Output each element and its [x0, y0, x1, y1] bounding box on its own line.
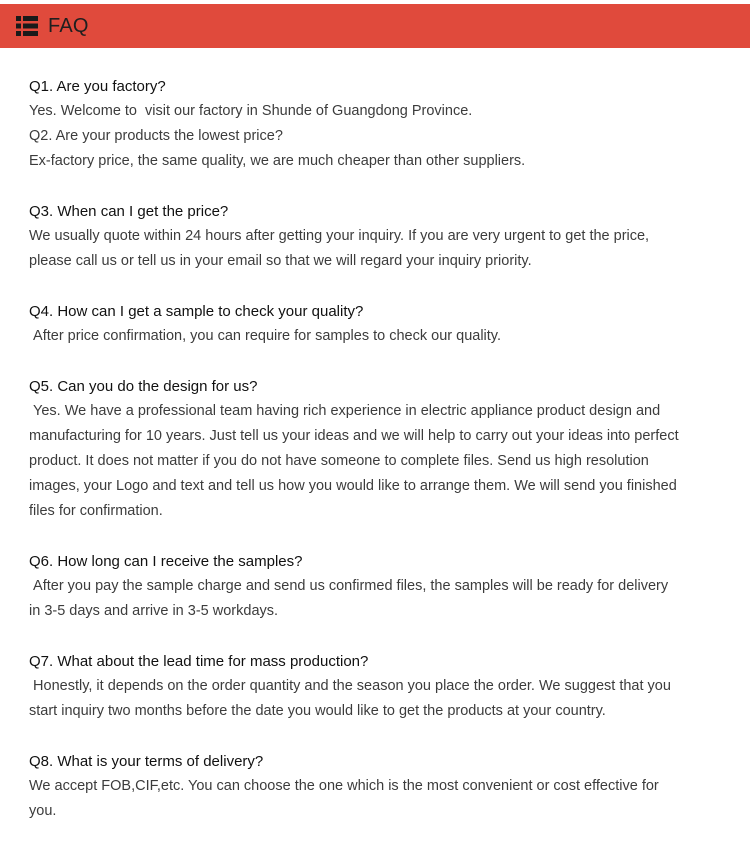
faq-answer: in 3-5 days and arrive in 3-5 workdays.: [29, 603, 279, 619]
faq-question: Q8. What is your terms of delivery?: [29, 753, 264, 770]
faq-answer: Q2. Are your products the lowest price?: [29, 128, 283, 144]
faq-answer: Yes. We have a professional team having rich experience in electric appliance product design and: [29, 403, 661, 419]
faq-header: [0, 4, 750, 48]
faq-question: Q4. How can I get a sample to check your quality?: [29, 303, 364, 320]
faq-question: Q6. How long can I receive the samples?: [29, 553, 303, 570]
faq-question: Q3. When can I get the price?: [29, 203, 229, 220]
faq-answer: Ex-factory price, the same quality, we are much cheaper than other suppliers.: [29, 153, 526, 169]
faq-item: [29, 199, 719, 274]
faq-item: [29, 74, 719, 174]
faq-answer: Honestly, it depends on the order quantity and the season you place the order. We suggest that you: [29, 678, 671, 694]
faq-answer: After you pay the sample charge and send us confirmed files, the samples will be ready for delivery: [29, 578, 669, 594]
faq-item: [29, 749, 719, 824]
faq-answer: We accept FOB,CIF,etc. You can choose the one which is the most convenient or cost effective for: [29, 778, 659, 794]
faq-answer: product. It does not matter if you do not have someone to complete files. Send us high resolution: [29, 453, 649, 469]
faq-item: [29, 549, 719, 624]
faq-answer: images, your Logo and text and tell us how you would like to arrange them. We will send you finished: [29, 478, 677, 494]
faq-answer: manufacturing for 10 years. Just tell us your ideas and we will help to carry out your ideas into perfect: [29, 428, 679, 444]
faq-answer: We usually quote within 24 hours after getting your inquiry. If you are very urgent to get the price,: [29, 228, 650, 244]
faq-question: Q7. What about the lead time for mass production?: [29, 653, 369, 670]
faq-answer: please call us or tell us in your email so that we will regard your inquiry priority.: [29, 253, 532, 269]
page-title: FAQ: [48, 14, 89, 37]
faq-question: Q1. Are you factory?: [29, 78, 166, 95]
faq-question: Q5. Can you do the design for us?: [29, 378, 258, 395]
faq-answer: you.: [29, 803, 57, 819]
faq-item: [29, 649, 719, 724]
faq-item: [29, 299, 719, 349]
faq-answer: Yes. Welcome to visit our factory in Shunde of Guangdong Province.: [29, 103, 473, 119]
faq-answer: start inquiry two months before the date you would like to get the products at your country.: [29, 703, 606, 719]
faq-list: [29, 74, 719, 849]
faq-item: [29, 374, 719, 524]
list-icon: [15, 14, 39, 38]
faq-answer: After price confirmation, you can require for samples to check our quality.: [29, 328, 502, 344]
faq-answer: files for confirmation.: [29, 503, 163, 519]
